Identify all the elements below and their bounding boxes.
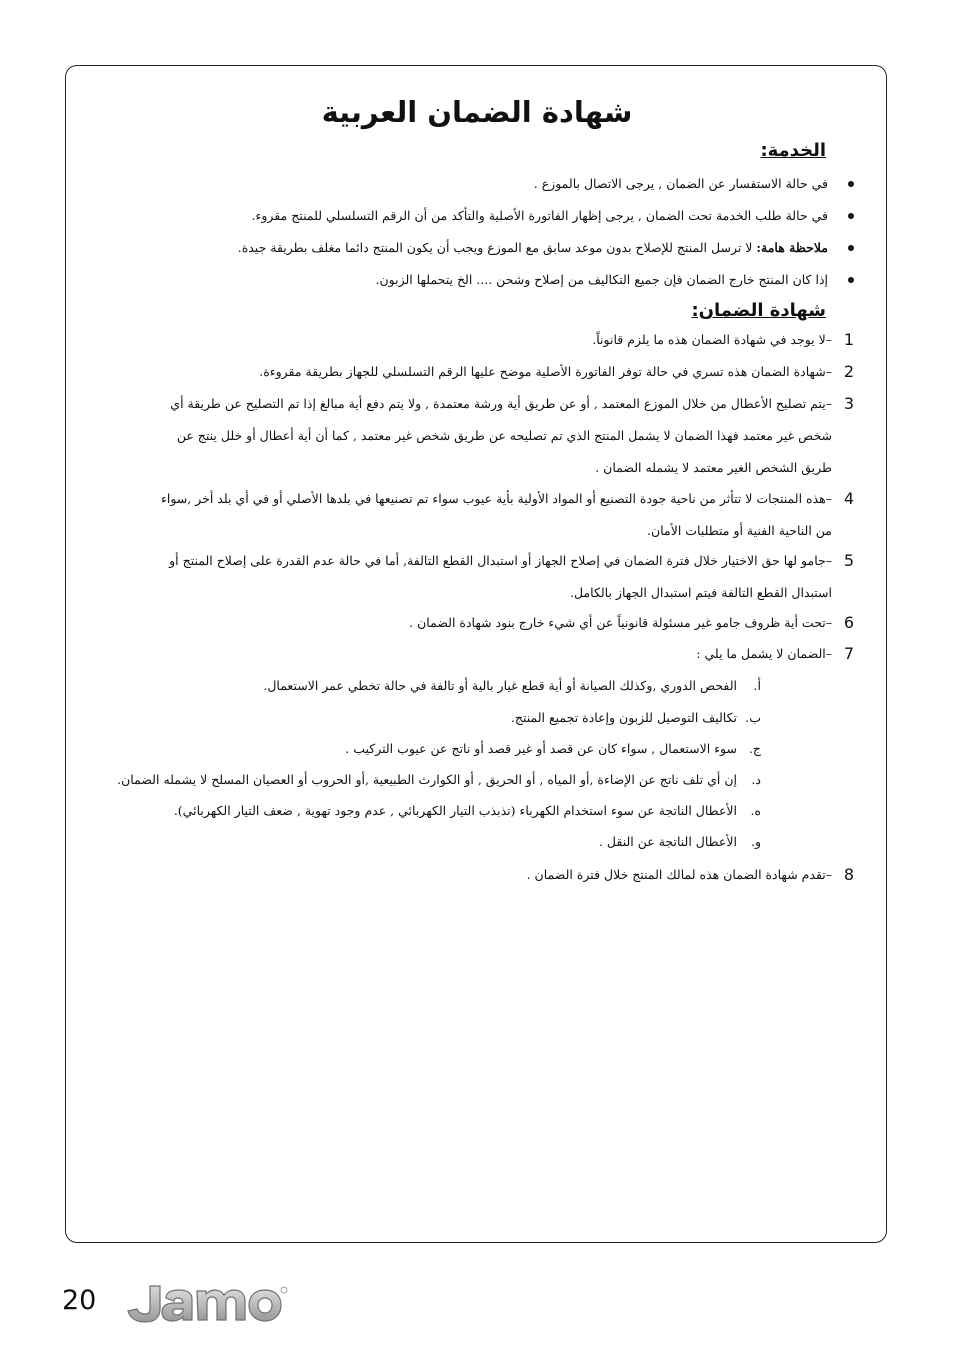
- clause-line: استبدال القطع التالفة فيتم استبدال الجهاز بالكامل.: [570, 585, 832, 600]
- clause-number: 8: [843, 865, 854, 884]
- page-title: شهادة الضمان العربية: [321, 95, 633, 129]
- clause-number: 6: [843, 613, 854, 632]
- clause-number: 3: [843, 394, 854, 413]
- clause-8: [112, 859, 832, 891]
- service-bullet: [134, 240, 854, 255]
- clause-line: طريق الشخص الغير معتمد لا يشمله الضمان .: [595, 460, 832, 475]
- clause-6: [112, 607, 832, 639]
- exclusion-text: إن أي تلف ناتج عن الإضاءة ,أو المياه , أو الحريق , أو الكوارث الطبيعية ,أو الحروب أو العصيان المسلح لا يشمله الضمان.: [117, 772, 737, 787]
- clause-line: –هذه المنتجات لا تتأثر من ناحية جودة التصنيع أو المواد الأولية بأية عيوب سواء تم تصنيعها في بلدها الأصلي أو في أي بلد أخر ,سواء: [160, 491, 832, 506]
- bullet-icon: [848, 277, 854, 283]
- clause-line: –يتم تصليح الأعطال من خلال الموزع المعتمد , أو عن طريق أية ورشة معتمدة , ولا يتم دفع أية مبالغ إذا تم التصليح عن طريقة أي: [170, 396, 832, 411]
- clause-number: 1: [843, 330, 854, 349]
- exclusion-text: سوء الاستعمال , سواء كان عن قصد أو غير قصد أو ناتج عن عيوب التركيب .: [345, 741, 737, 756]
- clause-2: [112, 356, 832, 388]
- service-bullet: [134, 272, 854, 287]
- clause-line: –تحت أية ظروف جامو غير مسئولة قانونياً عن أي شيء خارج بنود شهادة الضمان .: [409, 615, 832, 630]
- bullet-text: في حالة طلب الخدمة تحت الضمان , يرجى إظهار الفاتورة الأصلية والتأكد من أن الرقم التسلسلي للمنتج مقروء.: [251, 208, 828, 223]
- exclusion-mark: و.: [750, 834, 761, 849]
- exclusion-mark: أ.: [753, 678, 761, 693]
- exclusion-text: الأعطال الناتجة عن سوء استخدام الكهرباء (تذبذب التيار الكهربائي , عدم وجود تهوية , ضعف التيار الكهربائي).: [173, 803, 737, 818]
- clause-line: –تقدم شهادة الضمان هذه لمالك المنتج خلال فترة الضمان .: [526, 867, 832, 882]
- clause-line: –لا يوجد في شهادة الضمان هذه ما يلزم قانوناً.: [592, 332, 832, 347]
- page-number: 20: [62, 1285, 97, 1316]
- clause-line: –جامو لها حق الاختيار خلال فترة الضمان في إصلاح الجهاز أو استبدال القطع التالفة, أما في حالة عدم القدرة على إصلاح المنتج أو: [169, 553, 832, 568]
- exclusion-item: [111, 772, 761, 787]
- clause-line: –الضمان لا يشمل ما يلي :: [696, 646, 832, 661]
- exclusion-mark: ج.: [748, 741, 761, 756]
- exclusion-text: الفحص الدوري ,وكذلك الصيانة أو أية قطع غيار بالية أو تالفة في حالة تخطي عمر الاستعمال.: [263, 678, 737, 693]
- exclusion-text: الأعطال الناتجة عن النقل .: [598, 834, 737, 849]
- clause-1: [112, 324, 832, 356]
- service-bullet: [134, 208, 854, 223]
- clause-3: [112, 388, 832, 484]
- exclusion-item: [111, 803, 761, 818]
- exclusion-item: [111, 834, 761, 849]
- clause-7: [112, 638, 832, 670]
- exclusion-mark: ب.: [745, 710, 761, 725]
- exclusion-mark: ه.: [750, 803, 761, 818]
- clause-number: 7: [843, 644, 854, 663]
- clause-number: 4: [843, 489, 854, 508]
- bullet-icon: [848, 245, 854, 251]
- clause-line: من الناحية الفنية أو متطلبات الأمان.: [647, 523, 832, 538]
- service-heading: الخدمة:: [760, 140, 826, 161]
- exclusion-item: [111, 678, 761, 693]
- warranty-heading: شهادة الضمان:: [691, 300, 826, 321]
- jamo-logo-icon: [124, 1282, 289, 1328]
- exclusion-item: [111, 741, 761, 756]
- clause-line: شخص غير معتمد فهذا الضمان لا يشمل المنتج الذي تم تصليحه عن طريق شخص غير معتمد , كما أن أية أعطال أو خلل ينتج عن: [176, 428, 832, 443]
- important-note-label: ملاحظة هامة:: [756, 240, 828, 255]
- clause-number: 2: [843, 362, 854, 381]
- clause-4: [112, 483, 832, 547]
- service-bullet: [134, 176, 854, 191]
- bullet-icon: [848, 213, 854, 219]
- exclusion-mark: د.: [751, 772, 761, 787]
- exclusion-text: تكاليف التوصيل للزبون وإعادة تجميع المنتج.: [510, 710, 737, 725]
- bullet-text: إذا كان المنتج خارج الضمان فإن جميع التكاليف من إصلاح وشحن .... الخ يتحملها الزبون.: [375, 272, 828, 287]
- bullet-text: في حالة الاستفسار عن الضمان , يرجى الاتصال بالموزع .: [533, 176, 828, 191]
- exclusion-item: [111, 710, 761, 725]
- bullet-text: لا ترسل المنتج للإصلاح بدون موعد سابق مع الموزع ويجب أن يكون المنتج دائما مغلف بطريقة جيدة.: [237, 240, 757, 255]
- clause-line: –شهادة الضمان هذه تسري في حالة توفر الفاتورة الأصلية موضح عليها الرقم التسلسلي للجهاز بطريقة مقروءة.: [259, 364, 832, 379]
- clause-5: [112, 545, 832, 609]
- bullet-icon: [848, 181, 854, 187]
- clause-number: 5: [843, 551, 854, 570]
